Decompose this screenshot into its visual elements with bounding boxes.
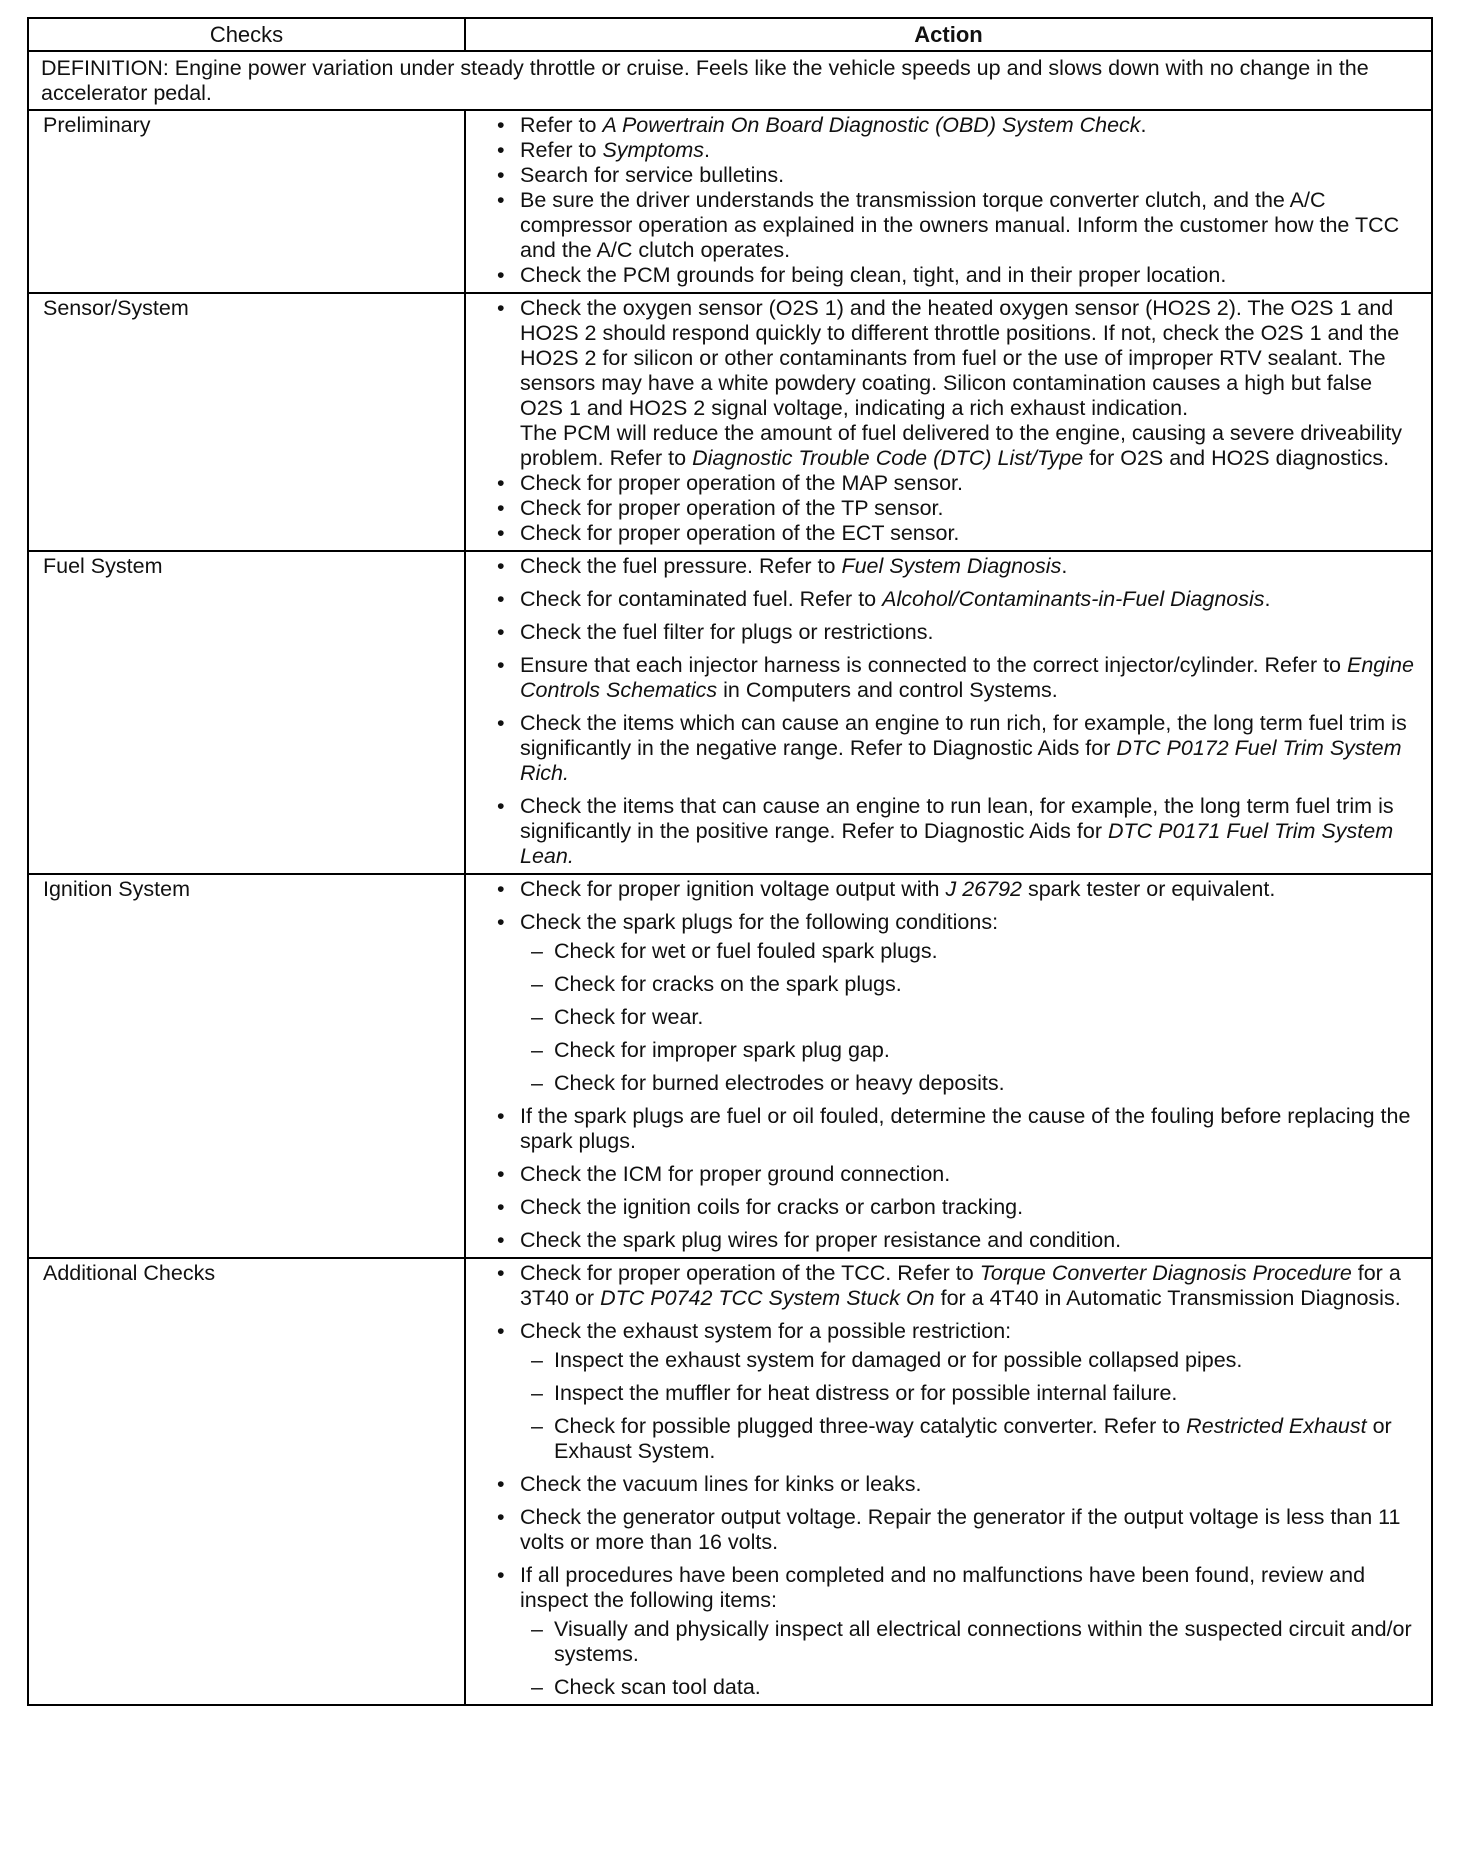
list-item: • Check the generator output voltage. Repair the generator if the output voltage is less than 11 volts or more than 16 volts. — [496, 1505, 1421, 1555]
sub-list-item: – Check for possible plugged three-way catalytic converter. Refer to Restricted Exhaust or Exhaust System. — [520, 1414, 1421, 1464]
check-label-additional-checks: Additional Checks — [28, 1258, 465, 1705]
table-row-ignition-system — [28, 874, 1432, 1258]
list-item: • Check the vacuum lines for kinks or leaks. — [496, 1472, 1421, 1497]
bullet-list — [496, 296, 1421, 546]
check-label-ignition-system: Ignition System — [28, 874, 465, 1258]
sub-list-item: – Check for improper spark plug gap. — [520, 1038, 1421, 1063]
sub-list-item: – Check for wet or fuel fouled spark plugs. — [520, 939, 1421, 964]
list-item: • Check the fuel pressure. Refer to Fuel System Diagnosis. — [496, 554, 1421, 579]
actions-preliminary — [465, 110, 1432, 293]
sub-list-item: – Inspect the exhaust system for damaged or for possible collapsed pipes. — [520, 1348, 1421, 1373]
definition-row — [28, 51, 1432, 110]
table-row-sensor-system — [28, 293, 1432, 551]
list-item: • Check the items which can cause an engine to run rich, for example, the long term fuel trim is significantly in the negative range. Refer to Diagnostic Aids for DTC P0172 Fuel Trim System Rich. — [496, 711, 1421, 786]
pcm-fuel-text: The PCM will reduce the amount of fuel delivered to the engine, causing a severe driveability problem. Refer to Diagnostic Trouble Code (DTC) List/Type for O2S and HO2S diagnostics. — [520, 421, 1402, 470]
oxygen-sensor-text: Check the oxygen sensor (O2S 1) and the heated oxygen sensor (HO2S 2). The O2S 1 and HO2S 2 should respond quickly to different throttle positions. If not, check the O2S 1 and the HO2S 2 for silicon or other contaminants from fuel or the use of improper RTV sealant. The sensors may have a white powdery coating. Silicon contamination causes a high but false O2S 1 and HO2S 2 signal voltage, indicating a rich exhaust indication. — [520, 296, 1400, 420]
sub-list-item: – Check scan tool data. — [520, 1675, 1421, 1700]
list-item: • Check for proper operation of the TCC. Refer to Torque Converter Diagnosis Procedure for a 3T40 or DTC P0742 TCC System Stuck On for a 4T40 in Automatic Transmission Diagnosis. — [496, 1261, 1421, 1311]
dash-list — [520, 939, 1421, 1096]
diagnostic-table — [27, 17, 1433, 1706]
list-item: • Refer to A Powertrain On Board Diagnostic (OBD) System Check. — [496, 113, 1421, 138]
list-item: • Check the PCM grounds for being clean, tight, and in their proper location. — [496, 263, 1421, 288]
list-item: • Check for contaminated fuel. Refer to Alcohol/Contaminants-in-Fuel Diagnosis. — [496, 587, 1421, 612]
sub-list-item: – Check for wear. — [520, 1005, 1421, 1030]
dash-list — [520, 1617, 1421, 1700]
list-item: • Ensure that each injector harness is connected to the correct injector/cylinder. Refer to Engine Controls Schematics in Computers and control Systems. — [496, 653, 1421, 703]
bullet-list — [496, 113, 1421, 288]
actions-ignition-system — [465, 874, 1432, 1258]
definition-text: DEFINITION: Engine power variation under steady throttle or cruise. Feels like the vehicle speeds up and slows down with no change in the accelerator pedal. — [28, 51, 1432, 110]
actions-additional-checks — [465, 1258, 1432, 1705]
list-item: • Check the fuel filter for plugs or restrictions. — [496, 620, 1421, 645]
bullet-list — [496, 554, 1421, 869]
check-label-fuel-system: Fuel System — [28, 551, 465, 874]
table-row-additional-checks — [28, 1258, 1432, 1705]
list-item: • Check for proper operation of the ECT sensor. — [496, 521, 1421, 546]
check-label-preliminary: Preliminary — [28, 110, 465, 293]
bullet-list — [496, 877, 1421, 1253]
table-row-fuel-system — [28, 551, 1432, 874]
table-header-row — [28, 18, 1432, 51]
list-item: • Check the ignition coils for cracks or carbon tracking. — [496, 1195, 1421, 1220]
bullet-list — [496, 1261, 1421, 1700]
sub-list-item: – Inspect the muffler for heat distress or for possible internal failure. — [520, 1381, 1421, 1406]
sub-list-item: – Check for burned electrodes or heavy deposits. — [520, 1071, 1421, 1096]
actions-sensor-system — [465, 293, 1432, 551]
action-column-header: Action — [465, 18, 1432, 51]
list-item: • Check for proper operation of the MAP sensor. — [496, 471, 1421, 496]
list-item: • Check for proper operation of the TP sensor. — [496, 496, 1421, 521]
list-item: • Check for proper ignition voltage output with J 26792 spark tester or equivalent. — [496, 877, 1421, 902]
sub-list-item: – Visually and physically inspect all electrical connections within the suspected circuit and/or systems. — [520, 1617, 1421, 1667]
sub-list-item: – Check for cracks on the spark plugs. — [520, 972, 1421, 997]
document-page — [27, 17, 1431, 1706]
list-item — [496, 296, 1421, 471]
list-item: • Search for service bulletins. — [496, 163, 1421, 188]
actions-fuel-system — [465, 551, 1432, 874]
list-item: • Check the items that can cause an engine to run lean, for example, the long term fuel trim is significantly in the positive range. Refer to Diagnostic Aids for DTC P0171 Fuel Trim System Lean. — [496, 794, 1421, 869]
list-item: • Refer to Symptoms. — [496, 138, 1421, 163]
list-item: • Check the ICM for proper ground connection. — [496, 1162, 1421, 1187]
table-row-preliminary — [28, 110, 1432, 293]
list-item: • Check the spark plugs for the following conditions: – Check for wet or fuel fouled spark plugs. – Check for cracks on the spark plugs. – Check for wear. – Check for improper spark plug gap. – Check for burned electrodes or heavy deposits. — [496, 910, 1421, 1096]
checks-column-header: Checks — [28, 18, 465, 51]
list-item: • Check the exhaust system for a possible restriction: – Inspect the exhaust system for damaged or for possible collapsed pipes. – Inspect the muffler for heat distress or for possible internal failure. – Check for possible plugged three-way catalytic converter. Refer to Restricted Exhaust or Exhaust System. — [496, 1319, 1421, 1464]
dash-list — [520, 1348, 1421, 1464]
list-item: • If all procedures have been completed and no malfunctions have been found, review and inspect the following items: – Visually and physically inspect all electrical connections within the suspected circuit and/or systems. – Check scan tool data. — [496, 1563, 1421, 1700]
list-item: • Check the spark plug wires for proper resistance and condition. — [496, 1228, 1421, 1253]
list-item: • Be sure the driver understands the transmission torque converter clutch, and the A/C compressor operation as explained in the owners manual. Inform the customer how the TCC and the A/C clutch operates. — [496, 188, 1421, 263]
list-item: • If the spark plugs are fuel or oil fouled, determine the cause of the fouling before replacing the spark plugs. — [496, 1104, 1421, 1154]
check-label-sensor-system: Sensor/System — [28, 293, 465, 551]
